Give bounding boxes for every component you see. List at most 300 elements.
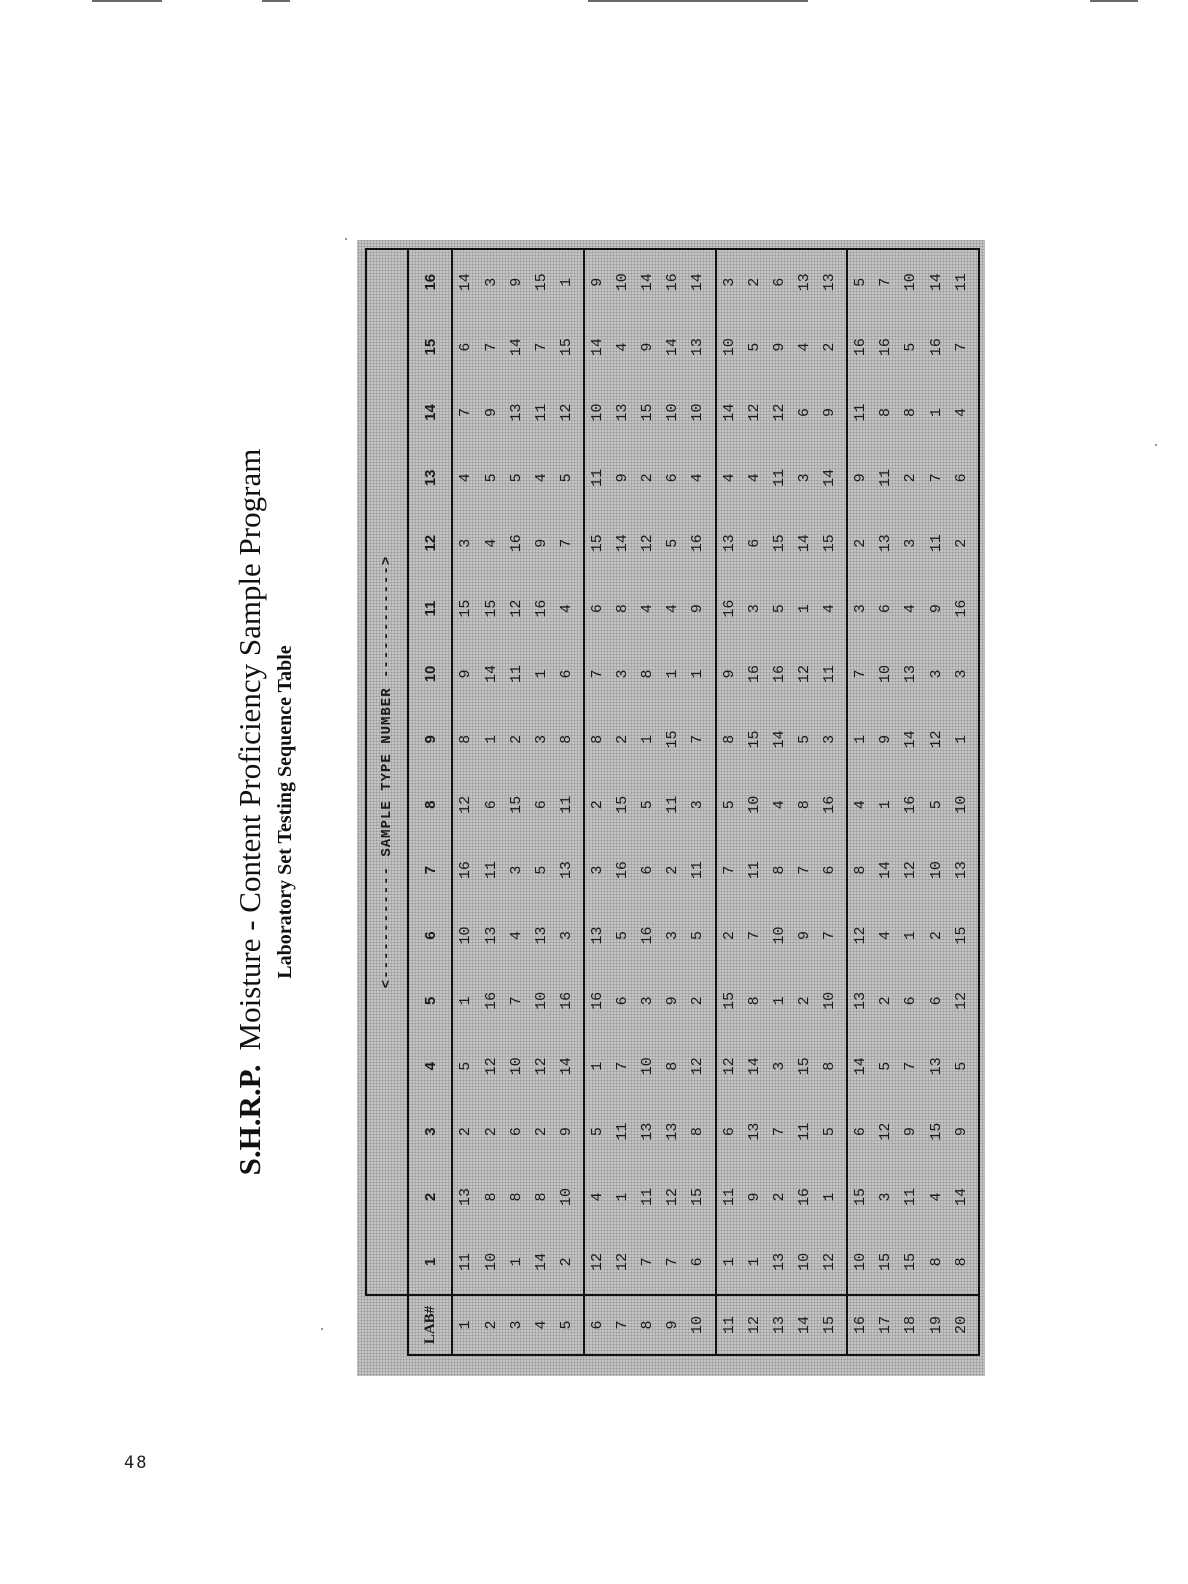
sequence-cell: 13 bbox=[952, 861, 970, 880]
sequence-cell: 9 bbox=[720, 669, 738, 679]
sequence-cell: 6 bbox=[720, 1127, 738, 1137]
sequence-cell: 1 bbox=[507, 1257, 525, 1267]
sequence-cell: 6 bbox=[532, 800, 550, 810]
sequence-cell: 16 bbox=[614, 861, 632, 880]
sequence-cell: 1 bbox=[952, 734, 970, 744]
sequence-cell: 2 bbox=[952, 538, 970, 548]
sequence-cell: 13 bbox=[664, 1122, 682, 1141]
sequence-cell: 13 bbox=[745, 1122, 763, 1141]
sequence-cell: 2 bbox=[852, 538, 870, 548]
sequence-cell: 5 bbox=[689, 930, 707, 940]
sequence-cell: 3 bbox=[664, 930, 682, 940]
sequence-cell: 11 bbox=[902, 1187, 920, 1206]
lab-number-cell: 1 bbox=[452, 1295, 478, 1355]
sequence-cell: 7 bbox=[852, 669, 870, 679]
sequence-cell: 3 bbox=[689, 800, 707, 810]
sequence-cell: 15 bbox=[877, 1252, 895, 1271]
sequence-cell: 3 bbox=[877, 1192, 895, 1202]
sequence-cell: 2 bbox=[902, 473, 920, 483]
sequence-cell: 16 bbox=[795, 1187, 813, 1206]
sequence-cell: 13 bbox=[817, 249, 842, 314]
sequence-cell: 12 bbox=[745, 403, 763, 422]
sequence-cell: 12 bbox=[770, 403, 788, 422]
sequence-cell: 16 bbox=[482, 991, 500, 1010]
page-title bbox=[230, 240, 270, 1384]
sequence-cell: 13 bbox=[457, 1187, 475, 1206]
sequence-cell: 1 bbox=[821, 1192, 839, 1202]
sequence-cell: 15 bbox=[770, 534, 788, 553]
sequence-cell: 12 bbox=[507, 599, 525, 618]
sequence-cell: 13 bbox=[877, 534, 895, 553]
sequence-cell: 11 bbox=[720, 1187, 738, 1206]
sequence-cell: 1 bbox=[902, 930, 920, 940]
sequence-cell: 12 bbox=[902, 861, 920, 880]
sequence-cell: 14 bbox=[664, 338, 682, 357]
sequence-cell: 8 bbox=[902, 407, 920, 417]
sequence-cell: 7 bbox=[821, 930, 839, 940]
sequence-cell: 10 bbox=[770, 926, 788, 945]
sequence-cell: 6 bbox=[639, 865, 657, 875]
sequence-cell: 2 bbox=[639, 473, 657, 483]
sequence-cell: 14 bbox=[685, 249, 710, 314]
sequence-cell: 14 bbox=[821, 468, 839, 487]
sequence-cell: 16 bbox=[660, 249, 685, 314]
table-row bbox=[898, 249, 923, 1355]
sequence-cell: 1 bbox=[532, 669, 550, 679]
sequence-cell: 7 bbox=[952, 342, 970, 352]
sequence-cell: 6 bbox=[482, 800, 500, 810]
sequence-cell: 15 bbox=[689, 1187, 707, 1206]
sequence-cell: 11 bbox=[639, 1187, 657, 1206]
sequence-cell: 6 bbox=[507, 1127, 525, 1137]
sequence-cell: 15 bbox=[821, 534, 839, 553]
lab-number-cell: 14 bbox=[792, 1295, 817, 1355]
sequence-cell: 15 bbox=[927, 1122, 945, 1141]
sequence-cell: 10 bbox=[689, 403, 707, 422]
sequence-cell: 14 bbox=[507, 338, 525, 357]
sequence-cell: 2 bbox=[795, 996, 813, 1006]
sequence-cell: 5 bbox=[482, 473, 500, 483]
sequence-cell: 5 bbox=[614, 930, 632, 940]
sequence-cell: 10 bbox=[507, 1057, 525, 1076]
sequence-cell: 8 bbox=[589, 734, 607, 744]
sequence-cell: 16 bbox=[639, 926, 657, 945]
sequence-cell: 7 bbox=[507, 996, 525, 1006]
sequence-cell: 6 bbox=[821, 865, 839, 875]
sequence-cell: 5 bbox=[720, 800, 738, 810]
sequence-cell: 13 bbox=[927, 1057, 945, 1076]
sequence-cell: 14 bbox=[452, 249, 478, 314]
sequence-cell: 5 bbox=[532, 865, 550, 875]
sequence-cell: 11 bbox=[877, 468, 895, 487]
sequence-cell: 8 bbox=[664, 1061, 682, 1071]
sequence-cell: 1 bbox=[852, 734, 870, 744]
lab-column-header: LAB# bbox=[408, 1295, 452, 1355]
table-row bbox=[923, 249, 948, 1355]
table-row bbox=[635, 249, 660, 1355]
sequence-cell: 10 bbox=[610, 249, 635, 314]
sample-type-header: 12 bbox=[408, 511, 452, 576]
lab-number-cell: 4 bbox=[529, 1295, 554, 1355]
sequence-cell: 16 bbox=[720, 599, 738, 618]
sequence-cell: 8 bbox=[852, 865, 870, 875]
sequence-cell: 4 bbox=[557, 604, 575, 614]
sequence-cell: 14 bbox=[557, 1057, 575, 1076]
lab-number-cell: 16 bbox=[847, 1295, 873, 1355]
table-row bbox=[554, 249, 579, 1355]
sequence-cell: 2 bbox=[614, 734, 632, 744]
sequence-cell: 10 bbox=[482, 1252, 500, 1271]
table-row bbox=[584, 249, 610, 1355]
sequence-cell: 11 bbox=[949, 249, 974, 314]
sample-type-header: 15 bbox=[408, 314, 452, 379]
sequence-cell: 11 bbox=[664, 795, 682, 814]
sequence-cell: 9 bbox=[877, 734, 895, 744]
sequence-cell: 5 bbox=[639, 800, 657, 810]
lab-number-cell: 2 bbox=[479, 1295, 504, 1355]
sequence-cell: 8 bbox=[557, 734, 575, 744]
table-row bbox=[529, 249, 554, 1355]
sequence-cell: 11 bbox=[689, 861, 707, 880]
sequence-cell: 3 bbox=[770, 1061, 788, 1071]
sequence-cell: 14 bbox=[614, 534, 632, 553]
lab-number-cell: 19 bbox=[923, 1295, 948, 1355]
sequence-cell: 4 bbox=[877, 930, 895, 940]
sequence-cell: 16 bbox=[877, 338, 895, 357]
sequence-cell: 15 bbox=[664, 730, 682, 749]
sequence-cell: 6 bbox=[902, 996, 920, 1006]
sequence-cell: 15 bbox=[507, 795, 525, 814]
sequence-cell: 13 bbox=[507, 403, 525, 422]
sequence-cell: 8 bbox=[770, 865, 788, 875]
sequence-cell: 7 bbox=[457, 407, 475, 417]
sequence-cell: 15 bbox=[589, 534, 607, 553]
sequence-cell: 5 bbox=[507, 473, 525, 483]
sequence-cell: 11 bbox=[927, 534, 945, 553]
sequence-cell: 6 bbox=[852, 1127, 870, 1137]
sequence-cell: 3 bbox=[614, 669, 632, 679]
sequence-cell: 10 bbox=[457, 926, 475, 945]
sequence-cell: 10 bbox=[745, 795, 763, 814]
sequence-cell: 15 bbox=[482, 599, 500, 618]
sample-type-header: 9 bbox=[408, 707, 452, 772]
sequence-cell: 14 bbox=[877, 861, 895, 880]
sequence-cell: 16 bbox=[689, 534, 707, 553]
sequence-cell: 4 bbox=[795, 342, 813, 352]
sequence-cell: 14 bbox=[852, 1057, 870, 1076]
program-abbrev: S.H.R.P. bbox=[232, 1064, 267, 1176]
sequence-cell: 13 bbox=[852, 991, 870, 1010]
sequence-cell: 16 bbox=[952, 599, 970, 618]
sequence-cell: 4 bbox=[664, 604, 682, 614]
sequence-cell: 1 bbox=[457, 996, 475, 1006]
sequence-cell: 13 bbox=[792, 249, 817, 314]
sequence-cell: 9 bbox=[614, 473, 632, 483]
sequence-cell: 12 bbox=[689, 1057, 707, 1076]
sequence-cell: 16 bbox=[902, 795, 920, 814]
sequence-cell: 3 bbox=[821, 734, 839, 744]
sequence-cell: 7 bbox=[689, 734, 707, 744]
sequence-cell: 13 bbox=[557, 861, 575, 880]
sequence-cell: 1 bbox=[482, 734, 500, 744]
lab-number-cell: 10 bbox=[685, 1295, 710, 1355]
page-number: 48 bbox=[124, 1453, 149, 1473]
sequence-cell: 5 bbox=[847, 249, 873, 314]
sequence-cell: 9 bbox=[821, 407, 839, 417]
sequence-cell: 10 bbox=[664, 403, 682, 422]
sequence-cell: 16 bbox=[770, 664, 788, 683]
table-row bbox=[504, 249, 529, 1355]
sequence-cell: 4 bbox=[902, 604, 920, 614]
sequence-cell: 15 bbox=[745, 730, 763, 749]
sequence-cell: 11 bbox=[852, 403, 870, 422]
sequence-cell: 16 bbox=[927, 338, 945, 357]
lab-number-cell: 17 bbox=[873, 1295, 898, 1355]
scan-mark bbox=[1090, 0, 1138, 2]
sequence-cell: 13 bbox=[720, 534, 738, 553]
sequence-cell: 2 bbox=[664, 865, 682, 875]
sequence-cell: 7 bbox=[902, 1061, 920, 1071]
sequence-cell: 2 bbox=[689, 996, 707, 1006]
sequence-cell: 16 bbox=[821, 795, 839, 814]
sequence-cell: 5 bbox=[821, 1127, 839, 1137]
sequence-cell: 7 bbox=[664, 1257, 682, 1267]
sequence-cell: 5 bbox=[589, 1127, 607, 1137]
sequence-cell: 8 bbox=[507, 1192, 525, 1202]
lab-number-cell: 18 bbox=[898, 1295, 923, 1355]
sample-type-header: 10 bbox=[408, 641, 452, 706]
sequence-cell: 2 bbox=[927, 930, 945, 940]
sequence-cell: 11 bbox=[795, 1122, 813, 1141]
sequence-cell: 7 bbox=[614, 1061, 632, 1071]
sequence-cell: 9 bbox=[639, 342, 657, 352]
sequence-cell: 12 bbox=[532, 1057, 550, 1076]
sequence-cell: 2 bbox=[742, 249, 767, 314]
sequence-cell: 9 bbox=[532, 538, 550, 548]
sequence-cell: 8 bbox=[689, 1127, 707, 1137]
sequence-cell: 2 bbox=[720, 930, 738, 940]
sequence-cell: 10 bbox=[720, 338, 738, 357]
sequence-cell: 15 bbox=[720, 991, 738, 1010]
sequence-cell: 5 bbox=[457, 1061, 475, 1071]
sequence-cell: 12 bbox=[927, 730, 945, 749]
sequence-cell: 4 bbox=[507, 930, 525, 940]
sequence-cell: 8 bbox=[745, 996, 763, 1006]
sequence-cell: 8 bbox=[720, 734, 738, 744]
sequence-cell: 16 bbox=[589, 991, 607, 1010]
sequence-cell: 2 bbox=[557, 1257, 575, 1267]
sequence-cell: 11 bbox=[589, 468, 607, 487]
sequence-cell: 9 bbox=[902, 1127, 920, 1137]
sequence-cell: 9 bbox=[795, 930, 813, 940]
sequence-cell: 6 bbox=[927, 996, 945, 1006]
sequence-cell: 6 bbox=[767, 249, 792, 314]
sequence-cell: 4 bbox=[927, 1192, 945, 1202]
lab-number-cell: 12 bbox=[742, 1295, 767, 1355]
sequence-cell: 1 bbox=[664, 669, 682, 679]
lab-number-cell: 3 bbox=[504, 1295, 529, 1355]
sample-type-header: 7 bbox=[408, 837, 452, 902]
table-row bbox=[767, 249, 792, 1355]
sequence-cell: 6 bbox=[877, 604, 895, 614]
sequence-cell: 15 bbox=[952, 926, 970, 945]
sequence-cell: 8 bbox=[877, 407, 895, 417]
sample-type-header: 16 bbox=[408, 249, 452, 314]
sequence-cell: 11 bbox=[745, 861, 763, 880]
sequence-cell: 6 bbox=[745, 538, 763, 548]
sequence-cell: 12 bbox=[614, 1252, 632, 1271]
sequence-cell: 9 bbox=[504, 249, 529, 314]
lab-number-cell: 7 bbox=[610, 1295, 635, 1355]
sequence-cell: 4 bbox=[614, 342, 632, 352]
sequence-cell: 12 bbox=[720, 1057, 738, 1076]
sequence-cell: 1 bbox=[589, 1061, 607, 1071]
sequence-cell: 12 bbox=[639, 534, 657, 553]
sequence-cell: 8 bbox=[482, 1192, 500, 1202]
sequence-cell: 6 bbox=[795, 407, 813, 417]
sequence-cell: 8 bbox=[639, 669, 657, 679]
sequence-cell: 11 bbox=[614, 1122, 632, 1141]
sequence-cell: 14 bbox=[795, 534, 813, 553]
sequence-cell: 9 bbox=[852, 473, 870, 483]
sequence-cell: 10 bbox=[927, 861, 945, 880]
sequence-cell: 10 bbox=[589, 403, 607, 422]
sequence-cell: 16 bbox=[745, 664, 763, 683]
sequence-cell: 8 bbox=[927, 1257, 945, 1267]
sequence-cell: 16 bbox=[457, 861, 475, 880]
sequence-cell: 2 bbox=[821, 342, 839, 352]
sequence-cell: 5 bbox=[877, 1061, 895, 1071]
sample-type-header: 4 bbox=[408, 1034, 452, 1099]
table-row bbox=[610, 249, 635, 1355]
sequence-cell: 13 bbox=[614, 403, 632, 422]
lab-number-cell: 6 bbox=[584, 1295, 610, 1355]
sequence-cell: 13 bbox=[532, 926, 550, 945]
sequence-cell: 6 bbox=[952, 473, 970, 483]
table-row bbox=[685, 249, 710, 1355]
sequence-cell: 4 bbox=[720, 473, 738, 483]
sequence-cell: 15 bbox=[529, 249, 554, 314]
sequence-cell: 6 bbox=[589, 604, 607, 614]
sequence-cell: 12 bbox=[589, 1252, 607, 1271]
sequence-cell: 7 bbox=[770, 1127, 788, 1137]
sequence-cell: 3 bbox=[795, 473, 813, 483]
sample-type-header: 14 bbox=[408, 380, 452, 445]
sequence-cell: 10 bbox=[795, 1252, 813, 1271]
sample-type-header: 6 bbox=[408, 903, 452, 968]
sequence-cell: 4 bbox=[689, 473, 707, 483]
sequence-cell: 2 bbox=[482, 1127, 500, 1137]
scan-mark bbox=[92, 0, 162, 2]
sequence-table bbox=[365, 248, 980, 1356]
table-background bbox=[357, 240, 985, 1376]
lab-number-cell: 11 bbox=[716, 1295, 742, 1355]
sequence-cell: 14 bbox=[923, 249, 948, 314]
sequence-cell: 6 bbox=[614, 996, 632, 1006]
sequence-cell: 3 bbox=[952, 669, 970, 679]
table-row bbox=[479, 249, 504, 1355]
sequence-cell: 14 bbox=[589, 338, 607, 357]
sequence-cell: 16 bbox=[557, 991, 575, 1010]
sequence-cell: 11 bbox=[532, 403, 550, 422]
sequence-cell: 3 bbox=[716, 249, 742, 314]
sequence-cell: 7 bbox=[927, 473, 945, 483]
sample-type-header: 13 bbox=[408, 445, 452, 510]
sequence-cell: 12 bbox=[821, 1252, 839, 1271]
table-row bbox=[742, 249, 767, 1355]
sequence-cell: 4 bbox=[745, 473, 763, 483]
page-subtitle: Laboratory Set Testing Sequence Table bbox=[274, 645, 296, 979]
scan-mark bbox=[262, 0, 290, 2]
sequence-cell: 5 bbox=[557, 473, 575, 483]
sequence-cell: 9 bbox=[584, 249, 610, 314]
sequence-cell: 4 bbox=[482, 538, 500, 548]
lab-number-cell: 20 bbox=[949, 1295, 974, 1355]
sequence-cell: 7 bbox=[873, 249, 898, 314]
lab-number-cell: 15 bbox=[817, 1295, 842, 1355]
lab-number-cell: 8 bbox=[635, 1295, 660, 1355]
sequence-cell: 14 bbox=[770, 730, 788, 749]
sequence-cell: 14 bbox=[482, 664, 500, 683]
sequence-cell: 9 bbox=[664, 996, 682, 1006]
sequence-cell: 1 bbox=[720, 1257, 738, 1267]
sequence-cell: 10 bbox=[877, 664, 895, 683]
sequence-cell: 8 bbox=[457, 734, 475, 744]
table-row bbox=[847, 249, 873, 1355]
sequence-cell: 6 bbox=[664, 473, 682, 483]
sequence-cell: 15 bbox=[902, 1252, 920, 1271]
sequence-cell: 15 bbox=[457, 599, 475, 618]
sequence-cell: 15 bbox=[639, 403, 657, 422]
table-row bbox=[452, 249, 478, 1355]
sequence-cell: 14 bbox=[902, 730, 920, 749]
table-row bbox=[716, 249, 742, 1355]
sequence-cell: 12 bbox=[664, 1187, 682, 1206]
sequence-cell: 4 bbox=[639, 604, 657, 614]
sequence-cell: 13 bbox=[482, 926, 500, 945]
sample-type-header: 5 bbox=[408, 968, 452, 1033]
sequence-cell: 12 bbox=[482, 1057, 500, 1076]
sample-type-header: 2 bbox=[408, 1164, 452, 1229]
sequence-cell: 16 bbox=[507, 534, 525, 553]
sequence-cell: 2 bbox=[507, 734, 525, 744]
sequence-cell: 15 bbox=[795, 1057, 813, 1076]
lab-number-cell: 13 bbox=[767, 1295, 792, 1355]
table-row bbox=[660, 249, 685, 1355]
table-row bbox=[949, 249, 974, 1355]
sequence-cell: 1 bbox=[554, 249, 579, 314]
sequence-cell: 3 bbox=[745, 604, 763, 614]
sequence-cell: 12 bbox=[852, 926, 870, 945]
sequence-cell: 4 bbox=[532, 473, 550, 483]
table-row bbox=[792, 249, 817, 1355]
sequence-cell: 9 bbox=[457, 669, 475, 679]
sequence-cell: 5 bbox=[795, 734, 813, 744]
sequence-cell: 3 bbox=[589, 865, 607, 875]
sequence-cell: 12 bbox=[952, 991, 970, 1010]
sequence-cell: 4 bbox=[952, 407, 970, 417]
sequence-cell: 14 bbox=[635, 249, 660, 314]
sequence-cell: 4 bbox=[821, 604, 839, 614]
sequence-cell: 5 bbox=[927, 800, 945, 810]
sequence-cell: 8 bbox=[821, 1061, 839, 1071]
sequence-cell: 6 bbox=[689, 1257, 707, 1267]
sequence-cell: 11 bbox=[770, 468, 788, 487]
sequence-cell: 2 bbox=[770, 1192, 788, 1202]
sequence-cell: 3 bbox=[507, 865, 525, 875]
sequence-cell: 15 bbox=[557, 338, 575, 357]
lab-number-cell: 9 bbox=[660, 1295, 685, 1355]
